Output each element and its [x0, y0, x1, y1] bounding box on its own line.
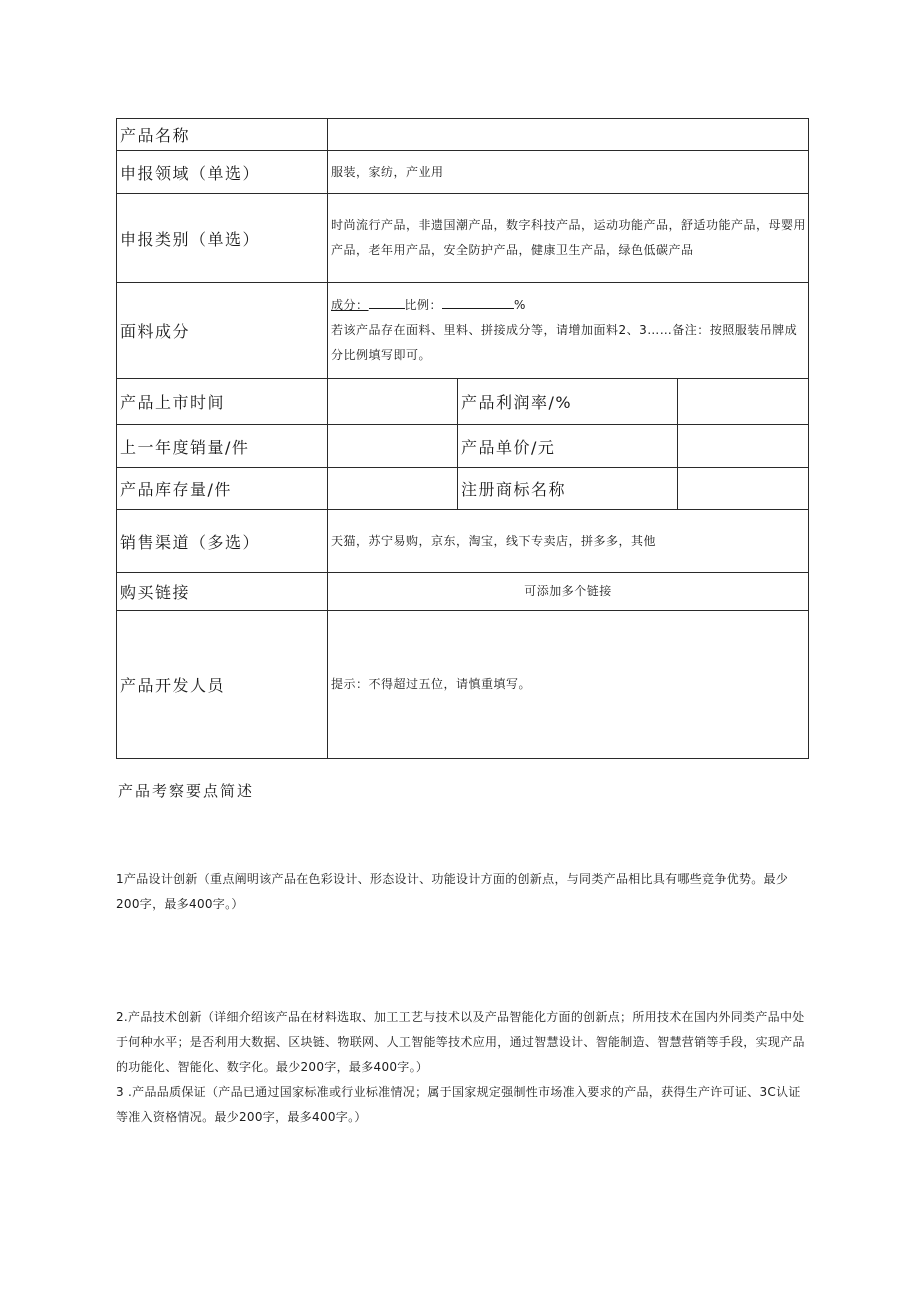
inventory-label: 产品库存量/件	[117, 468, 328, 510]
application-form-table	[116, 118, 809, 759]
component-label: 成分：	[331, 298, 369, 312]
row-fabric	[117, 283, 809, 379]
row-purchase-link	[117, 573, 809, 611]
developers-field[interactable]: 提示：不得超过五位，请慎重填写。	[328, 611, 809, 759]
row-launch-profit	[117, 379, 809, 425]
row-channels	[117, 510, 809, 573]
fabric-field[interactable]	[328, 283, 809, 379]
profit-rate-field[interactable]	[678, 379, 809, 425]
row-domain	[117, 151, 809, 194]
last-year-sales-label: 上一年度销量/件	[117, 425, 328, 468]
fabric-composition-line	[331, 293, 808, 318]
inventory-field[interactable]	[328, 468, 458, 510]
row-inventory-trademark	[117, 468, 809, 510]
ratio-blank[interactable]	[442, 296, 514, 309]
unit-price-label: 产品单价/元	[458, 425, 678, 468]
category-options[interactable]: 时尚流行产品，非遗国潮产品，数字科技产品，运动功能产品，舒适功能产品，母婴用产品，老年用产品，安全防护产品，健康卫生产品，绿色低碳产品	[328, 194, 809, 283]
developers-label: 产品开发人员	[117, 611, 328, 759]
fabric-label: 面料成分	[117, 283, 328, 379]
channels-label: 销售渠道（多选）	[117, 510, 328, 573]
purchase-link-label: 购买链接	[117, 573, 328, 611]
trademark-field[interactable]	[678, 468, 809, 510]
launch-time-label: 产品上市时间	[117, 379, 328, 425]
row-sales-price	[117, 425, 809, 468]
row-category	[117, 194, 809, 283]
percent-sign: %	[514, 298, 526, 312]
category-label: 申报类别（单选）	[117, 194, 328, 283]
section-title: 产品考察要点简述	[118, 782, 255, 800]
domain-options[interactable]: 服装，家纺，产业用	[328, 151, 809, 194]
row-product-name	[117, 119, 809, 151]
trademark-label: 注册商标名称	[458, 468, 678, 510]
last-year-sales-field[interactable]	[328, 425, 458, 468]
item-quality-assurance: 3 .产品品质保证（产品已通过国家标准或行业标准情况；属于国家规定强制性市场准入要求的产品，获得生产许可证、3C认证等准入资格情况。最少200字，最多400字。）	[116, 1085, 801, 1124]
unit-price-field[interactable]	[678, 425, 809, 468]
row-developers	[117, 611, 809, 759]
component-blank[interactable]	[369, 296, 405, 309]
product-name-field[interactable]	[328, 119, 809, 151]
channels-options[interactable]: 天猫，苏宁易购，京东，淘宝，线下专卖店，拼多多，其他	[328, 510, 809, 573]
item-design-innovation: 1产品设计创新（重点阐明该产品在色彩设计、形态设计、功能设计方面的创新点，与同类产品相比具有哪些竞争优势。最少200字，最多400字。）	[116, 872, 789, 911]
item-tech-innovation: 2.产品技术创新（详细介绍该产品在材料选取、加工工艺与技术以及产品智能化方面的创新点；所用技术在国内外同类产品中处于何种水平；是否利用大数据、区块链、物联网、人工智能等技术应用，通过智慧设计、智能制造、智慧营销等手段，实现产品的功能化、智能化、数字化。最少200字，最多400字。）	[116, 1010, 805, 1074]
profit-rate-label: 产品利润率/%	[458, 379, 678, 425]
domain-label: 申报领域（单选）	[117, 151, 328, 194]
launch-time-field[interactable]	[328, 379, 458, 425]
purchase-link-field[interactable]: 可添加多个链接	[328, 573, 809, 611]
product-name-label: 产品名称	[117, 119, 328, 151]
ratio-label: 比例：	[404, 298, 443, 312]
fabric-note: 若该产品存在面料、里料、拼接成分等，请增加面料2、3……备注：按照服装吊牌成分比例填写即可。	[331, 323, 798, 362]
